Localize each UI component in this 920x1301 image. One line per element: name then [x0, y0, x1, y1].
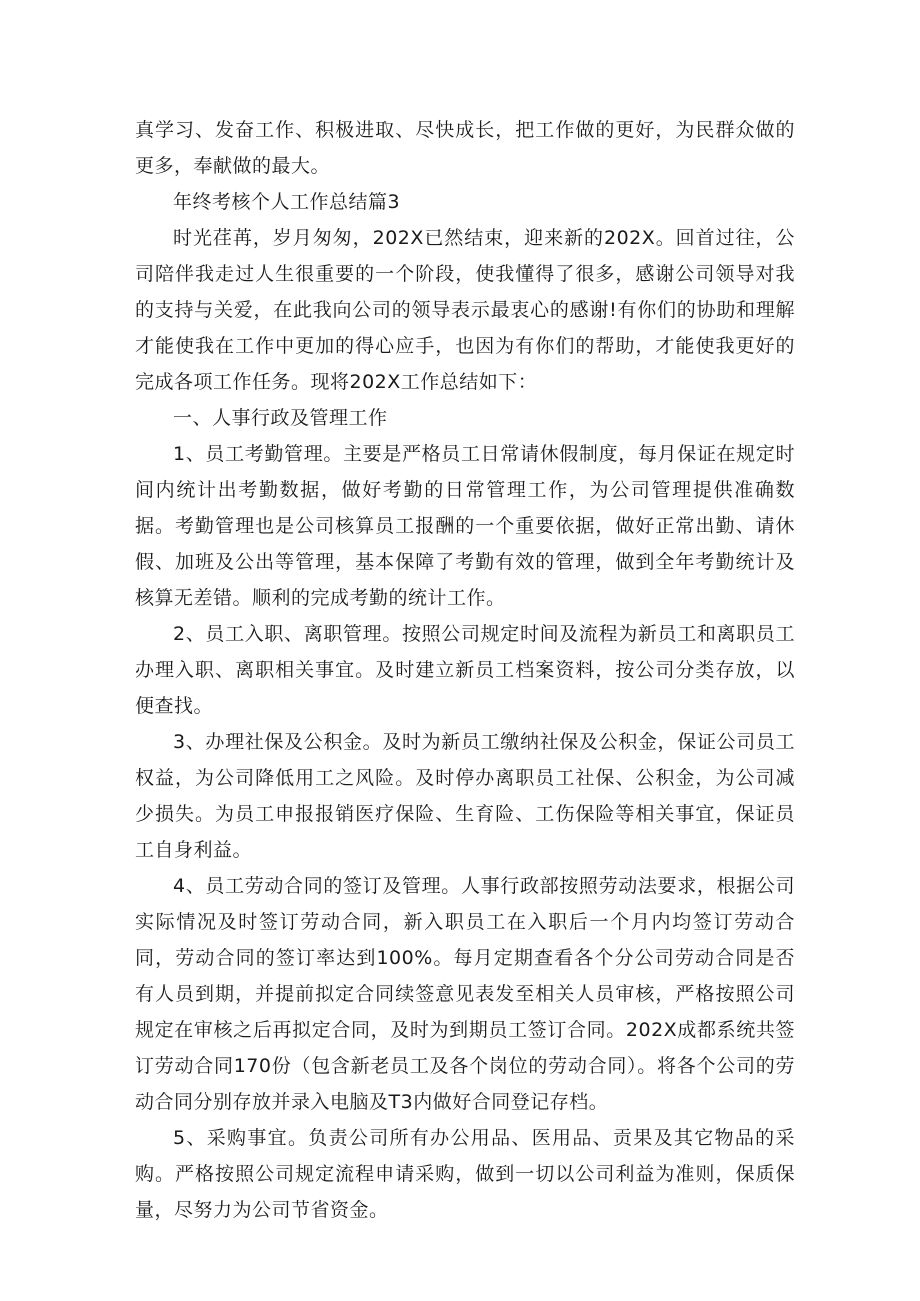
paragraph-item-1: 1、员工考勤管理。主要是严格员工日常请休假制度，每月保证在规定时间内统计出考勤数据，做好考勤的日常管理工作，为公司管理提供准确数据。考勤管理也是公司核算员工报酬的一个重要依据，做好正常出勤、请休假、加班及公出等管理，基本保障了考勤有效的管理，做到全年考勤统计及核算无差错。顺利的完成考勤的统计工作。	[135, 443, 795, 609]
document-body	[135, 112, 795, 1228]
subsection-heading: 一、人事行政及管理工作	[173, 407, 388, 429]
paragraph-item-2: 2、员工入职、离职管理。按照公司规定时间及流程为新员工和离职员工办理入职、离职相关事宜。及时建立新员工档案资料，按公司分类存放，以便查找。	[135, 623, 795, 717]
paragraph-item-5: 5、采购事宜。负责公司所有办公用品、医用品、贡果及其它物品的采购。严格按照公司规定流程申请采购，做到一切以公司利益为准则，保质保量，尽努力为公司节省资金。	[135, 1127, 795, 1221]
paragraph-intro: 时光荏苒，岁月匆匆，202X已然结束，迎来新的202X。回首过往，公司陪伴我走过人生很重要的一个阶段，使我懂得了很多，感谢公司领导对我的支持与关爱，在此我向公司的领导表示最衷心的感谢!有你们的协助和理解才能使我在工作中更加的得心应手，也因为有你们的帮助，才能使我更好的完成各项工作任务。现将202X工作总结如下：	[135, 227, 795, 393]
paragraph-item-3: 3、办理社保及公积金。及时为新员工缴纳社保及公积金，保证公司员工权益，为公司降低用工之风险。及时停办离职员工社保、公积金，为公司减少损失。为员工申报报销医疗保险、生育险、工伤保险等相关事宜，保证员工自身利益。	[135, 731, 795, 861]
paragraph-item-4: 4、员工劳动合同的签订及管理。人事行政部按照劳动法要求，根据公司实际情况及时签订劳动合同，新入职员工在入职后一个月内均签订劳动合同，劳动合同的签订率达到100%。每月定期查看各个分公司劳动合同是否有人员到期，并提前拟定合同续签意见表发至相关人员审核，严格按照公司规定在审核之后再拟定合同，及时为到期员工签订合同。202X成都系统共签订劳动合同170份（包含新老员工及各个岗位的劳动合同）。将各个公司的劳动合同分别存放并录入电脑及T3内做好合同登记存档。	[135, 875, 795, 1113]
paragraph-continuation: 真学习、发奋工作、积极进取、尽快成长，把工作做的更好，为民群众做的更多，奉献做的最大。	[135, 119, 795, 177]
section-title: 年终考核个人工作总结篇3	[173, 191, 401, 213]
